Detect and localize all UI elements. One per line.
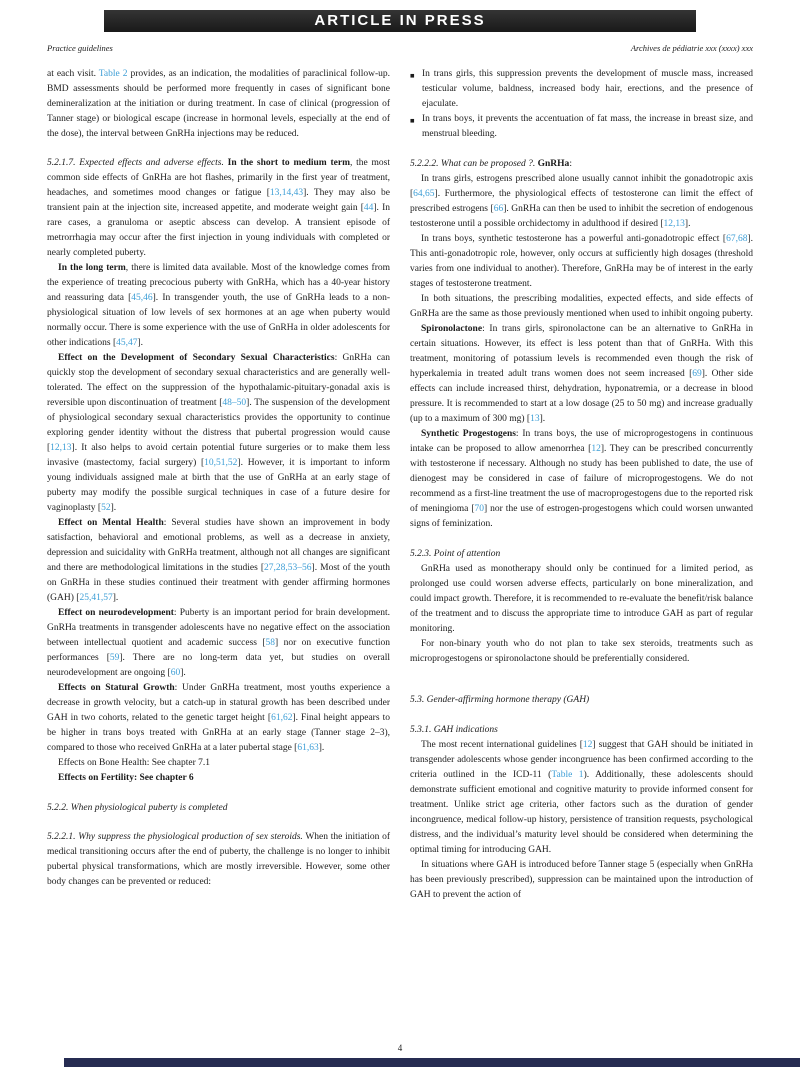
citation-link[interactable]: 12,13 bbox=[50, 443, 72, 453]
paragraph: Spironolactone: In trans girls, spironolactone can be an alternative to GnRHa in certain situations. However, its effect is less potent than that of GnRHa. With this treatment, monitoring of potassium levels is recommended even though the risk of hyperkalemia in treated adult trans women does not seem increased [69]. Other side effects can include increased thirst, dehydration, hyponatremia, or a decrease in blood pressure. It is recommended to start at a low dosage (25 to 50 mg) and increase gradually (up to a maximum of 300 mg) [13]. bbox=[410, 324, 753, 424]
citation-link[interactable]: 13 bbox=[530, 414, 540, 424]
citation-link[interactable]: 52 bbox=[101, 503, 111, 513]
citation-link[interactable]: 69 bbox=[692, 369, 702, 379]
paragraph: The most recent international guidelines [12] suggest that GAH should be initiated in transgender adolescents whose gender incongruence has been confirmed according to the criteria outlined in the ICD-11 (Table 1). Additionally, these adolescents should demonstrate sufficient emotional and cognitive maturity to provide informed consent for treatment. Unlike strict age criteria, other factors such as the duration of gender incongruence, medical follow-up history, persistence of transition requests, psychological distress, and the individual’s maturity level should be considered when determining the optimal timing for introducing GAH. bbox=[410, 740, 753, 855]
citation-link[interactable]: 25,41,57 bbox=[79, 593, 113, 603]
bullet-item: ■ In trans girls, this suppression prevents the development of muscle mass, increased testicular volume, baldness, increased body hair, erections, and the presence of ejaculate. bbox=[410, 69, 753, 109]
paragraph: Effects on Bone Health: See chapter 7.1 bbox=[58, 758, 211, 768]
running-header-right: Archives de pédiatrie xxx (xxxx) xxx bbox=[630, 43, 753, 53]
cross-reference-link[interactable]: Table 1 bbox=[551, 770, 584, 780]
two-column-body bbox=[47, 67, 753, 903]
citation-link[interactable]: 60 bbox=[170, 668, 181, 678]
paragraph: Effect on the Development of Secondary Sexual Characteristics: GnRHa can quickly stop the development of secondary sexual characteristics and are generally well-tolerated. The effect on the suppression of the hypothalamic-pituitary-gonadal axis is reversible upon discontinuation of treatment [48–50]. The suspension of the development of physiological secondary sexual characteristics provides the opportunity to continue exploring gender identity without the distress that pubertal progression would cause [12,13]. It also helps to avoid certain potential future surgeries or to make them less invasive (mastectomy, facial surgery) [10,51,52]. However, it is important to inform young individuals assigned male at birth that the use of GnRHa at an early stage of puberty may modify the possible surgical techniques in case of a future desire for vaginoplasty [52]. bbox=[47, 353, 390, 513]
paragraph: In situations where GAH is introduced before Tanner stage 5 (especially when GnRHa has been previously prescribed), suppression can be maintained upon the introduction of GAH to prevent the action of bbox=[410, 860, 753, 900]
citation-link[interactable]: 67,68 bbox=[726, 234, 748, 244]
paragraph: at each visit. Table 2 provides, as an indication, the modalities of paraclinical follow-up. BMD assessments should be performed more frequently in cases of significant bone demineralization at the initiation or during treatment. In case of clinical (progression of Tanner stage) or biological escape (increase in hormonal levels, especially at the end of the dose), the interval between GnRHa injections may be reduced. bbox=[47, 69, 390, 139]
paragraph: In trans boys, synthetic testosterone has a powerful anti-gonadotropic effect [67,68]. This anti-gonadotropic role, however, only occurs at sufficiently high dosages (threshold varies from one individual to another). Therefore, GnRHa may be of interest in the early stages of testosterone treatment. bbox=[410, 234, 753, 289]
paragraph: GnRHa used as monotherapy should only be continued for a limited period, as prolonged use could worsen adverse effects, particularly on bone mineralization, and could impact growth. Therefore, it is recommended to re-evaluate the benefit/risk balance of the treatment and to discuss the appropriate time to introduce GAH as part of regular monitoring. bbox=[410, 564, 753, 634]
citation-link[interactable]: 45,47 bbox=[116, 338, 138, 348]
citation-link[interactable]: 27,28,53–56 bbox=[264, 563, 312, 573]
left-column bbox=[47, 67, 390, 903]
paragraph: Effects on Fertility: See chapter 6 bbox=[58, 773, 194, 783]
citation-link[interactable]: 12,13 bbox=[663, 219, 685, 229]
section-heading: 5.3. Gender-affirming hormone therapy (GAH) bbox=[410, 695, 590, 705]
paragraph: Effects on Statural Growth: Under GnRHa treatment, most youths experience a decrease in growth velocity, but a catch-up in statural growth has been described under GAH in two cohorts, related to the genetic target height [61,62]. Final height appears to be higher in trans boys treated with GnRHa at an early stage (Tanner stage 2–3), compared to those who received GnRHa at a later pubertal stage [61,63]. bbox=[47, 683, 390, 753]
paragraph: In trans girls, estrogens prescribed alone usually cannot inhibit the gonadotropic axis [64,65]. Furthermore, the physiological effects of testosterone can limit the effect of prescribed estrogens [66]. GnRHa can then be used to inhibit the secretion of endogenous testosterone until a possible orchidectomy in adulthood if desired [12,13]. bbox=[410, 174, 753, 229]
running-header bbox=[47, 43, 753, 53]
next-page-edge-bar bbox=[64, 1058, 800, 1067]
paragraph: Effect on neurodevelopment: Puberty is an important period for brain development. GnRHa treatments in transgender adolescents have no negative effect on the association between intellectual quotient and academic success [58] nor on executive function performances [59]. There are no long-term data yet, but studies on overall neurodevelopment are ongoing [60]. bbox=[47, 608, 390, 678]
paragraph: In both situations, the prescribing modalities, expected effects, and side effects of GnRHa are the same as those previously mentioned when used to inhibit ongoing puberty. bbox=[410, 294, 753, 319]
right-column bbox=[410, 67, 753, 903]
citation-link[interactable]: 59 bbox=[109, 653, 120, 663]
citation-link[interactable]: 10,51,52 bbox=[204, 458, 238, 468]
paragraph: Synthetic Progestogens: In trans boys, the use of microprogestogens in continuous intake can be proposed to allow amenorrhea [12]. They can be prescribed concurrently with testosterone if necessary. Although no study has been published to date, the use of dienogest may be considered in case of failure of microprogestogens. We do not recommend as a first-line treatment the use of macroprogestogens due to the reported risk of meningioma [70] nor the use of estrogen-progestogens which could worsen unwanted signs of feminization. bbox=[410, 429, 754, 529]
citation-link[interactable]: 61,63 bbox=[297, 743, 319, 753]
citation-link[interactable]: 12 bbox=[582, 740, 593, 750]
citation-link[interactable]: 58 bbox=[265, 638, 276, 648]
bullet-list bbox=[410, 67, 753, 142]
section-heading: 5.3.1. GAH indications bbox=[410, 725, 498, 735]
citation-link[interactable]: 66 bbox=[493, 204, 504, 214]
square-bullet-icon: ■ bbox=[410, 70, 415, 80]
section-heading: 5.2.2.2. What can be proposed ?. GnRHa: bbox=[410, 159, 572, 169]
citation-link[interactable]: 44 bbox=[363, 203, 374, 213]
citation-link[interactable]: 13,14,43 bbox=[269, 188, 304, 198]
paragraph: 5.2.2.1. Why suppress the physiological production of sex steroids. When the initiation of medical transitioning occurs after the end of puberty, the challenge is no longer to inhibit pubertal physical transformations, which are mostly irreversible. However, some other body changes can be prevented or reduced: bbox=[47, 832, 391, 887]
paragraph: 5.2.1.7. Expected effects and adverse effects. In the short to medium term, the most common side effects of GnRHa are hot flashes, primarily in the first year of treatment, headaches, and sometimes mood changes or fatigue [13,14,43]. They may also be transient pain at the injection site, increased appetite, and moderate weight gain [44]. In rare cases, a granuloma or aseptic abscess can develop. A transient episode of metrorrhagia may occur after the first injection in young individuals with completed or nearly completed puberty. bbox=[47, 158, 390, 258]
paragraph: Effect on Mental Health: Several studies have shown an improvement in body satisfaction, behavioral and emotional problems, as well as a decrease in anxiety, depression and suicidality with GnRHa treatment, although not all changes are significant and there are methodological limitations in the studies [27,28,53–56]. Most of the youth on GnRHa in these studies continued their treatment with gender affirming hormones (GAH) [25,41,57]. bbox=[47, 518, 391, 603]
page-number: 4 bbox=[397, 1043, 403, 1053]
cross-reference-link[interactable]: Table 2 bbox=[98, 69, 128, 79]
section-heading: 5.2.3. Point of attention bbox=[410, 549, 501, 559]
citation-link[interactable]: 64,65 bbox=[413, 189, 435, 199]
section-heading: 5.2.2. When physiological puberty is completed bbox=[47, 803, 228, 813]
running-header-left: Practice guidelines bbox=[47, 43, 113, 53]
citation-link[interactable]: 45,46 bbox=[131, 293, 153, 303]
bullet-item: ■ In trans boys, it prevents the accentuation of fat mass, the increase in breast size, and menstrual bleeding. bbox=[410, 114, 753, 139]
square-bullet-icon: ■ bbox=[410, 115, 415, 125]
paragraph: In the long term, there is limited data available. Most of the knowledge comes from the experience of treating precocious puberty with GnRHa, which has a 40-year history and reassuring data [45,46]. In transgender youth, the use of GnRHa leads to a non-physiological situation of low levels of sex hormones at an age when puberty would normally occur. There is some experience with the use of GnRHa in older adolescents for other indications [45,47]. bbox=[47, 263, 390, 348]
citation-link[interactable]: 70 bbox=[474, 504, 485, 514]
citation-link[interactable]: 61,62 bbox=[271, 713, 293, 723]
paragraph: For non-binary youth who do not plan to take sex steroids, treatments such as microprogestogens or spironolactone should be preferentially considered. bbox=[410, 639, 753, 664]
citation-link[interactable]: 48–50 bbox=[222, 398, 247, 408]
banner-text: ARTICLE IN PRESS bbox=[314, 12, 486, 29]
citation-link[interactable]: 12 bbox=[591, 444, 601, 454]
article-in-press-banner bbox=[104, 10, 696, 32]
